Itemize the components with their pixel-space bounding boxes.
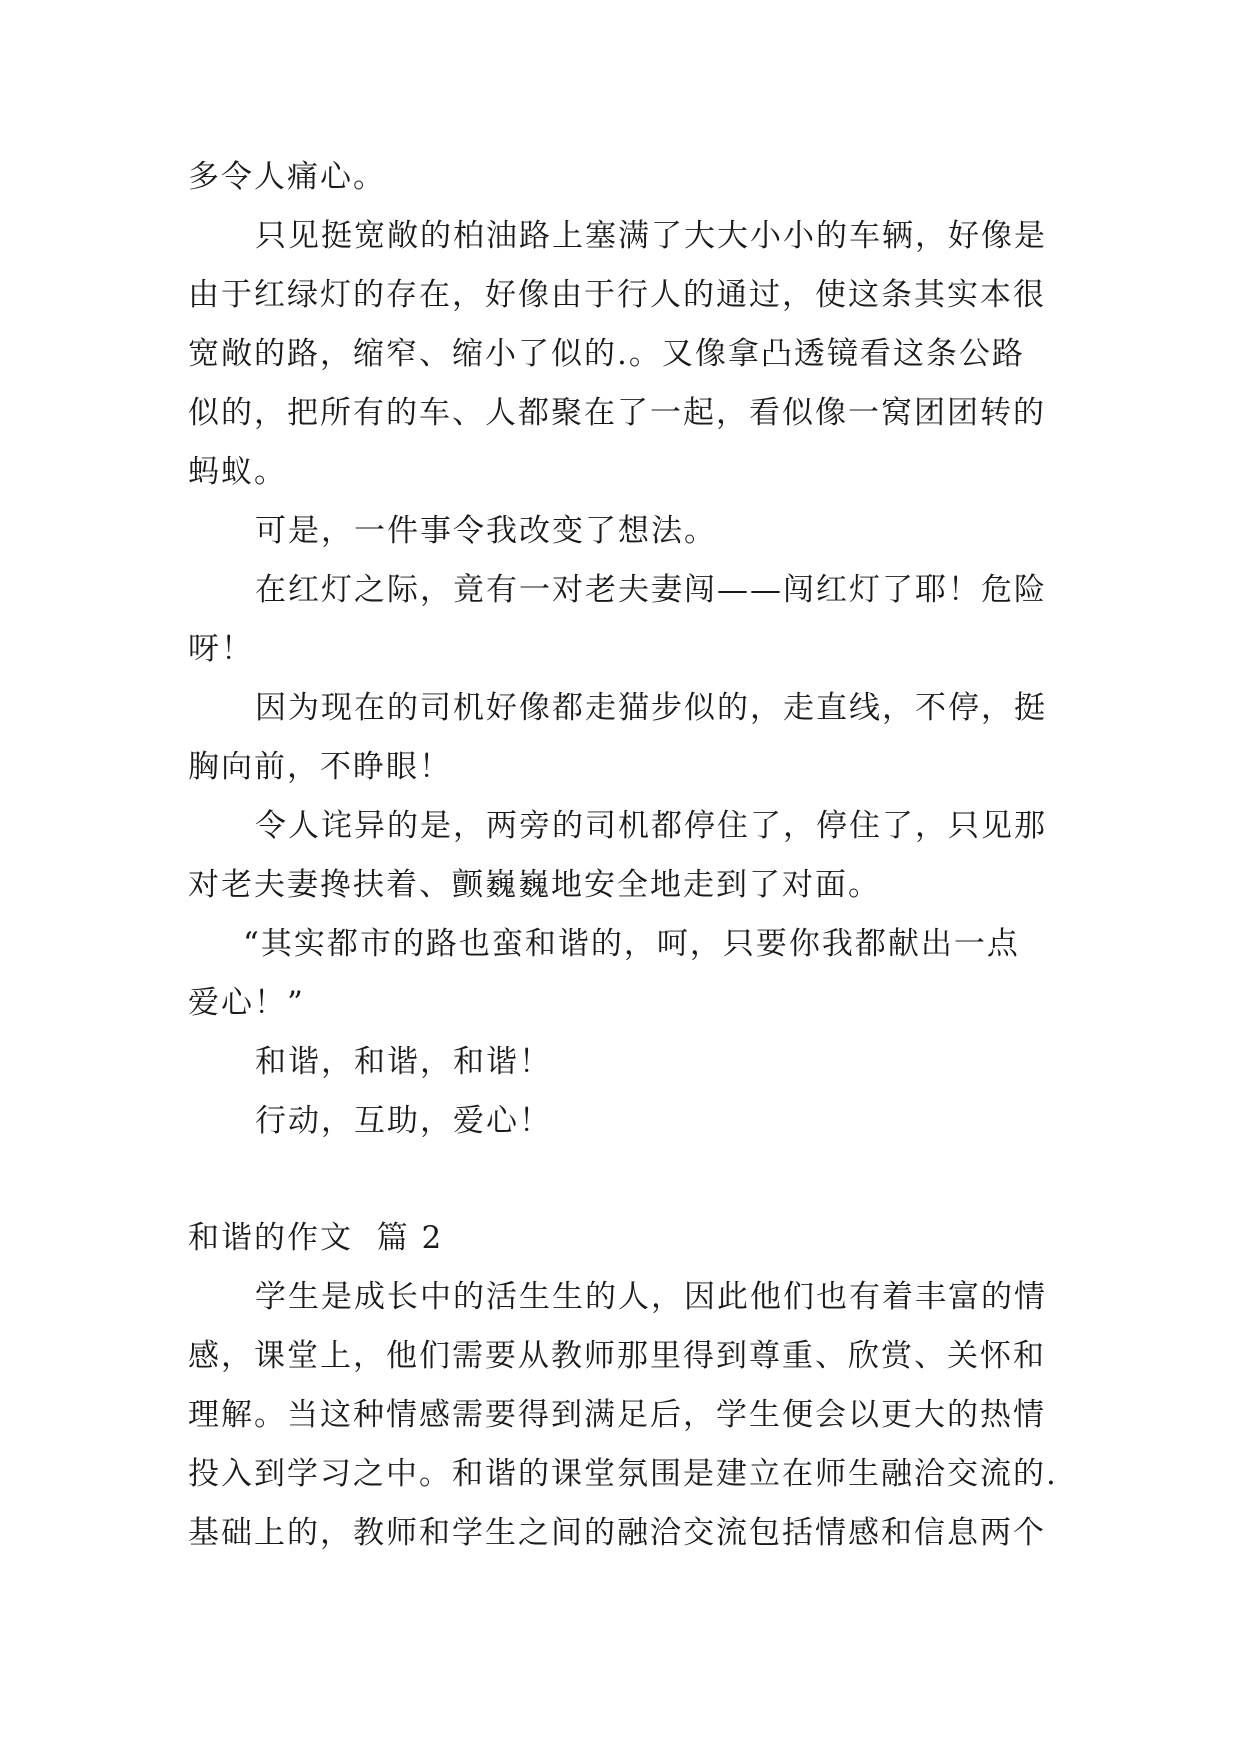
paragraph-line: 学生是成长中的活生生的人，因此他们也有着丰富的情 [255, 1279, 1047, 1315]
paragraph-line: “其实都市的路也蛮和谐的，呵，只要你我都献出一点 [243, 926, 1020, 962]
paragraph-line: 因为现在的司机好像都走猫步似的，走直线，不停，挺 [255, 690, 1047, 726]
paragraph-line: 似的，把所有的车、人都聚在了一起，看似像一窝团团转的 [188, 395, 1046, 431]
paragraph-line: 行动，互助，爱心！ [255, 1103, 552, 1139]
paragraph-line: 只见挺宽敞的柏油路上塞满了大大小小的车辆，好像是 [255, 218, 1047, 254]
paragraph-line: 胸向前，不睁眼！ [188, 749, 452, 785]
paragraph-line: 基础上的，教师和学生之间的融洽交流包括情感和信息两个 [188, 1515, 1046, 1551]
paragraph-line: 呀！ [188, 631, 254, 667]
paragraph-line: 令人诧异的是，两旁的司机都停住了，停住了，只见那 [255, 808, 1047, 844]
paragraph-line: 理解。当这种情感需要得到满足后，学生便会以更大的热情 [188, 1397, 1046, 1433]
paragraph-line: 投入到学习之中。和谐的课堂氛围是建立在师生融洽交流的. [188, 1456, 1058, 1492]
paragraph-line: 爱心！” [188, 985, 305, 1021]
paragraph-line: 可是，一件事令我改变了想法。 [255, 513, 717, 549]
paragraph-line: 蚂蚁。 [188, 454, 287, 490]
paragraph-line: 宽敞的路，缩窄、缩小了似的.。又像拿凸透镜看这条公路 [188, 336, 1025, 372]
paragraph-line: 多令人痛心。 [188, 159, 386, 195]
paragraph-line: 由于红绿灯的存在，好像由于行人的通过，使这条其实本很 [188, 277, 1046, 313]
paragraph-line: 对老夫妻搀扶着、颤巍巍地安全地走到了对面。 [188, 867, 881, 903]
paragraph-line: 和谐，和谐，和谐！ [255, 1044, 552, 1080]
paragraph-line: 感，课堂上，他们需要从教师那里得到尊重、欣赏、关怀和 [188, 1338, 1046, 1374]
section-heading: 和谐的作文 篇 2 [188, 1220, 444, 1256]
paragraph-line: 在红灯之际，竟有一对老夫妻闯——闯红灯了耶！危险 [255, 572, 1047, 608]
